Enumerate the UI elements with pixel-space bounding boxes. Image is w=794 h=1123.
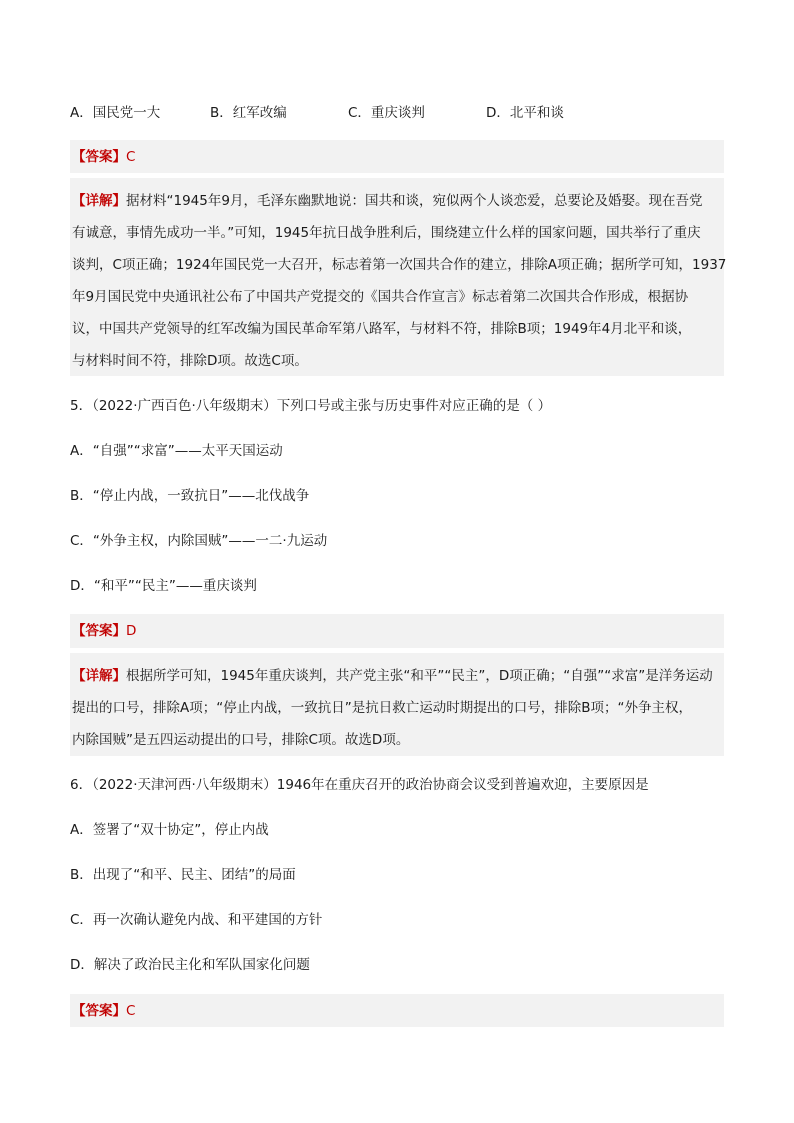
answer-label: 【答案】 — [72, 149, 126, 165]
detail-line-3: 内除国贼”是五四运动提出的口号，排除C项。故选D项。 — [72, 732, 410, 748]
q5-option-a[interactable]: A．“自强”“求富”——太平天国运动 — [70, 443, 283, 459]
q4-option-c[interactable]: C．重庆谈判 — [348, 105, 425, 121]
q6-option-b[interactable]: B．出现了“和平、民主、团结”的局面 — [70, 867, 296, 883]
detail-line-5: 议，中国共产党领导的红军改编为国民革命军第八路军，与材料不符，排除B项；1949年4月北平和谈， — [72, 321, 692, 337]
answer-value: D — [126, 623, 137, 639]
q5-option-d[interactable]: D．“和平”“民主”——重庆谈判 — [70, 578, 257, 594]
q6-option-a[interactable]: A．签署了“双十协定”，停止内战 — [70, 822, 269, 838]
detail-label: 【详解】 — [72, 668, 126, 684]
q5-detail-box — [70, 653, 724, 756]
q6-stem: 6．（2022·天津河西·八年级期末）1946年在重庆召开的政治协商会议受到普遍欢迎，主要原因是 — [70, 777, 649, 793]
detail-line-6: 与材料时间不符，排除D项。故选C项。 — [72, 353, 308, 369]
q5-answer-box — [70, 614, 724, 648]
q5-option-b[interactable]: B．“停止内战，一致抗日”——北伐战争 — [70, 488, 310, 504]
detail-line-2: 提出的口号，排除A项；“停止内战，一致抗日”是抗日救亡运动时期提出的口号，排除B项；“外争主权， — [72, 700, 692, 716]
detail-line-4: 年9月国民党中央通讯社公布了中国共产党提交的《国共合作宣言》标志着第二次国共合作形成，根据协 — [72, 289, 689, 305]
q6-option-c[interactable]: C．再一次确认避免内战、和平建国的方针 — [70, 912, 323, 928]
q5-stem: 5．（2022·广西百色·八年级期末）下列口号或主张与历史事件对应正确的是（ ） — [70, 398, 552, 414]
detail-line-2: 有诚意，事情先成功一半。”可知，1945年抗日战争胜利后，围绕建立什么样的国家问题，国共举行了重庆 — [72, 225, 701, 241]
q6-option-d[interactable]: D．解决了政治民主化和军队国家化问题 — [70, 957, 310, 973]
q4-detail-box — [70, 178, 727, 376]
detail-line-1: 据材料“1945年9月，毛泽东幽默地说：国共和谈，宛似两个人谈恋爱，总要论及婚娶。现在吾党 — [126, 193, 703, 209]
q6-answer-box — [70, 994, 724, 1027]
q4-option-d[interactable]: D．北平和谈 — [486, 105, 564, 121]
q4-option-b[interactable]: B．红军改编 — [210, 105, 287, 121]
q4-option-a[interactable]: A．国民党一大 — [70, 105, 161, 121]
answer-value: C — [126, 149, 136, 165]
detail-line-3: 谈判，C项正确；1924年国民党一大召开，标志着第一次国共合作的建立，排除A项正确；据所学可知，1937 — [72, 257, 727, 273]
q4-options — [70, 101, 724, 121]
detail-label: 【详解】 — [72, 193, 126, 209]
answer-label: 【答案】 — [72, 1003, 126, 1019]
answer-label: 【答案】 — [72, 623, 126, 639]
answer-value: C — [126, 1003, 136, 1019]
q5-option-c[interactable]: C．“外争主权，内除国贼”——一二·九运动 — [70, 533, 328, 549]
detail-line-1: 根据所学可知，1945年重庆谈判，共产党主张“和平”“民主”，D项正确；“自强”“求富”是洋务运动 — [126, 668, 713, 684]
q4-answer-box — [70, 140, 724, 173]
